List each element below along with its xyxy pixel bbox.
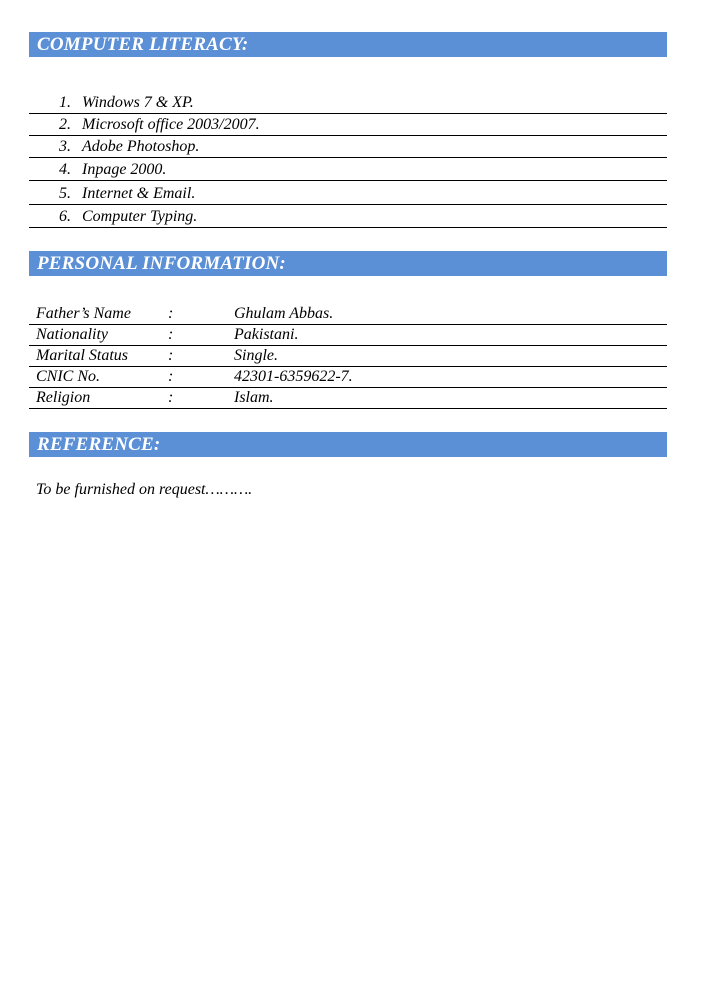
list-item bbox=[29, 114, 667, 136]
list-item-text: Windows 7 & XP. bbox=[82, 94, 194, 111]
info-separator: : bbox=[168, 368, 174, 385]
info-row-cnic bbox=[29, 367, 667, 388]
personal-information-heading: PERSONAL INFORMATION: bbox=[29, 251, 667, 276]
info-value: Islam. bbox=[234, 389, 274, 406]
list-item-number: 3. bbox=[59, 138, 71, 155]
list-item bbox=[29, 205, 667, 228]
info-row-religion bbox=[29, 388, 667, 409]
info-row-marital-status bbox=[29, 346, 667, 367]
info-separator: : bbox=[168, 389, 174, 406]
info-row-fathers-name bbox=[29, 304, 667, 325]
list-item-number: 4. bbox=[59, 161, 71, 178]
list-item bbox=[29, 181, 667, 205]
info-label: Religion bbox=[36, 389, 91, 406]
list-item-text: Adobe Photoshop. bbox=[82, 138, 200, 155]
list-item-text: Inpage 2000. bbox=[82, 161, 167, 178]
info-label: Father’s Name bbox=[36, 305, 131, 322]
reference-text: To be furnished on request………. bbox=[36, 481, 253, 498]
list-item-text: Microsoft office 2003/2007. bbox=[82, 116, 260, 133]
list-item-number: 5. bbox=[59, 185, 71, 202]
list-item-text: Internet & Email. bbox=[82, 185, 196, 202]
info-separator: : bbox=[168, 305, 174, 322]
info-label: Nationality bbox=[36, 326, 108, 343]
info-label: CNIC No. bbox=[36, 368, 101, 385]
list-item-text: Computer Typing. bbox=[82, 208, 198, 225]
list-item bbox=[29, 136, 667, 158]
list-item bbox=[29, 92, 667, 114]
list-item-number: 6. bbox=[59, 208, 71, 225]
info-value: Pakistani. bbox=[234, 326, 299, 343]
info-value: Ghulam Abbas. bbox=[234, 305, 334, 322]
reference-heading: REFERENCE: bbox=[29, 432, 667, 457]
list-item bbox=[29, 158, 667, 181]
info-separator: : bbox=[168, 347, 174, 364]
info-label: Marital Status bbox=[36, 347, 129, 364]
computer-literacy-heading: COMPUTER LITERACY: bbox=[29, 32, 667, 57]
info-value: 42301-6359622-7. bbox=[234, 368, 353, 385]
list-item-number: 2. bbox=[59, 116, 71, 133]
info-value: Single. bbox=[234, 347, 278, 364]
list-item-number: 1. bbox=[59, 94, 71, 111]
info-separator: : bbox=[168, 326, 174, 343]
info-row-nationality bbox=[29, 325, 667, 346]
